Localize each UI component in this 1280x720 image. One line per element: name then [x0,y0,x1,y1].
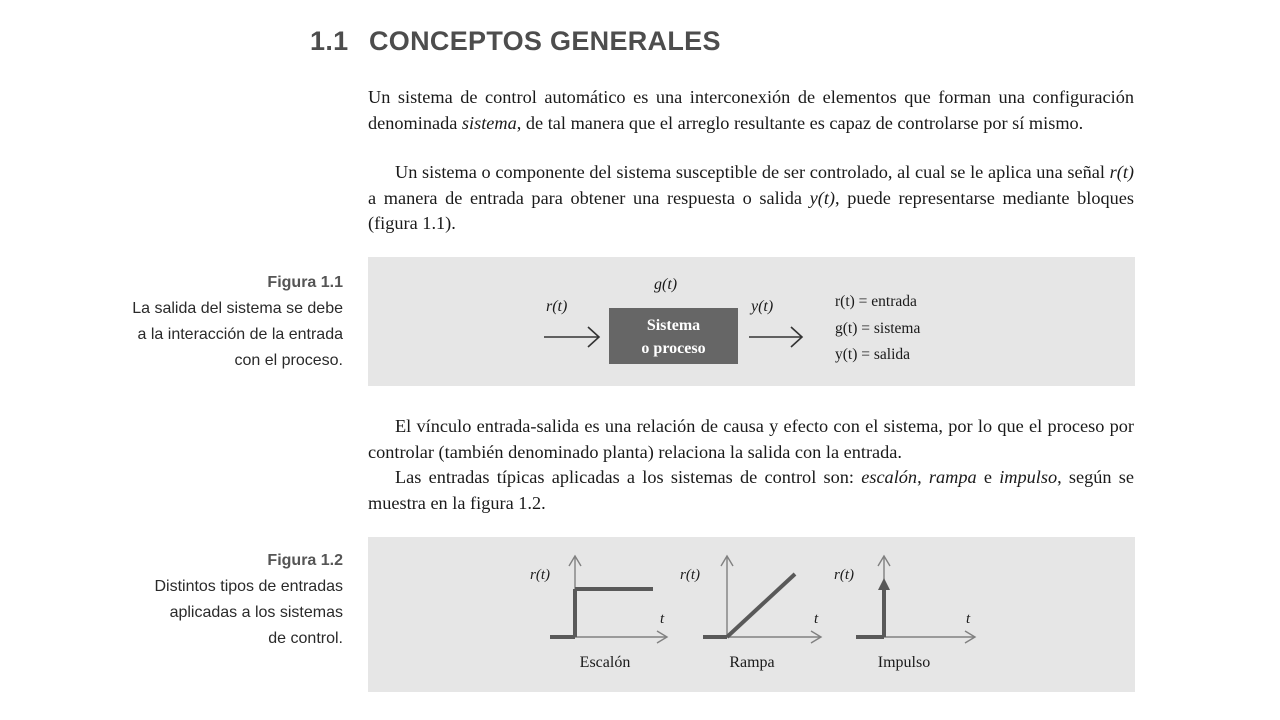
p4-separator: , [917,467,929,487]
section-title: CONCEPTOS GENERALES [369,26,721,56]
p2-text-b: a manera de entrada para obtener una respuesta o salida [368,187,810,208]
paragraph-4 [368,465,1134,516]
p4-text-b: , según se muestra en la figura 1.2. [368,467,1134,513]
output-signal-label: y(t) [751,298,774,315]
block-diagram [368,257,1135,386]
step-y-label: r(t) [530,567,550,583]
input-signal-label: r(t) [546,298,568,315]
legend-sistema: g(t) = sistema [835,320,921,337]
figure-1-2-title: Figura 1.2 [267,552,343,569]
input-arrow [544,327,599,347]
figure-1-1-caption-line: a la interacción de la entrada [137,326,343,343]
ramp-x-label: t [814,611,819,627]
p2-input-signal: r(t) [1109,162,1134,182]
ramp-label: Rampa [729,654,775,671]
figure-1-1-caption-line: La salida del sistema se debe [132,300,343,317]
p4-term-rampa: rampa [928,467,977,487]
legend-entrada: r(t) = entrada [835,293,917,310]
impulse-label: Impulso [877,654,931,671]
step-x-label: t [660,611,665,627]
step-label: Escalón [579,654,631,671]
figure-1-1-caption-line: con el proceso. [234,352,343,369]
impulse-x-label: t [966,611,971,627]
output-arrow [749,327,802,347]
p1-term-sistema: sistema [461,112,517,133]
paragraph-2 [368,160,1134,237]
figure-1-2-caption-line: de control. [268,630,343,647]
system-block-label-line-1: Sistema [646,317,701,334]
p1-text-a: Un sistema de control automático es una interconexión de elementos que forman una configuración denominada [368,87,1134,133]
ramp-axes [703,556,821,643]
paragraph-3: El vínculo entrada-salida es una relación de causa y efecto con el sistema, por lo que el proceso por controlar (también denominado planta) relaciona la salida con la entrada. [368,416,1134,462]
step-axes [550,556,667,643]
p4-separator: e [976,467,1000,487]
p1-text-b: , de tal manera que el arreglo resultante es capaz de controlarse por sí mismo. [516,112,1084,133]
p4-text-a: Las entradas típicas aplicadas a los sistemas de control son: [395,467,862,487]
p4-term-impulso: impulso [999,467,1058,487]
p2-output-signal: y(t) [809,187,835,208]
ramp-y-label: r(t) [680,567,700,583]
p4-term-escalon: escalón [861,467,918,487]
figure-1-2 [368,537,1135,692]
figure-1-1-title: Figura 1.1 [267,274,343,291]
figure-1-2-caption-line: aplicadas a los sistemas [169,604,343,621]
figure-1-2-caption [83,548,343,652]
figure-1-1-caption [83,270,343,374]
system-function-label: g(t) [654,276,678,293]
impulse-arrowhead [878,578,890,590]
figure-1-2-caption-line: Distintos tipos de entradas [154,578,343,595]
impulse-axes [856,556,975,643]
paragraph-1 [368,85,1134,136]
ramp-plot [680,556,821,671]
impulse-y-label: r(t) [834,567,854,583]
section-number: 1.1 [310,26,349,56]
impulse-plot [834,556,975,671]
step-plot [530,556,667,671]
ramp-signal-slope [727,574,795,637]
p2-text-c: , puede representarse mediante bloques (figura 1.1). [368,187,1134,233]
system-block-label-line-2: o proceso [641,340,706,357]
figure-1-1 [368,257,1135,386]
p2-text-a: Un sistema o componente del sistema susceptible de ser controlado, al cual se le aplica una señal [395,162,1110,182]
input-types-diagram [368,537,1135,692]
legend-salida: y(t) = salida [835,346,911,363]
